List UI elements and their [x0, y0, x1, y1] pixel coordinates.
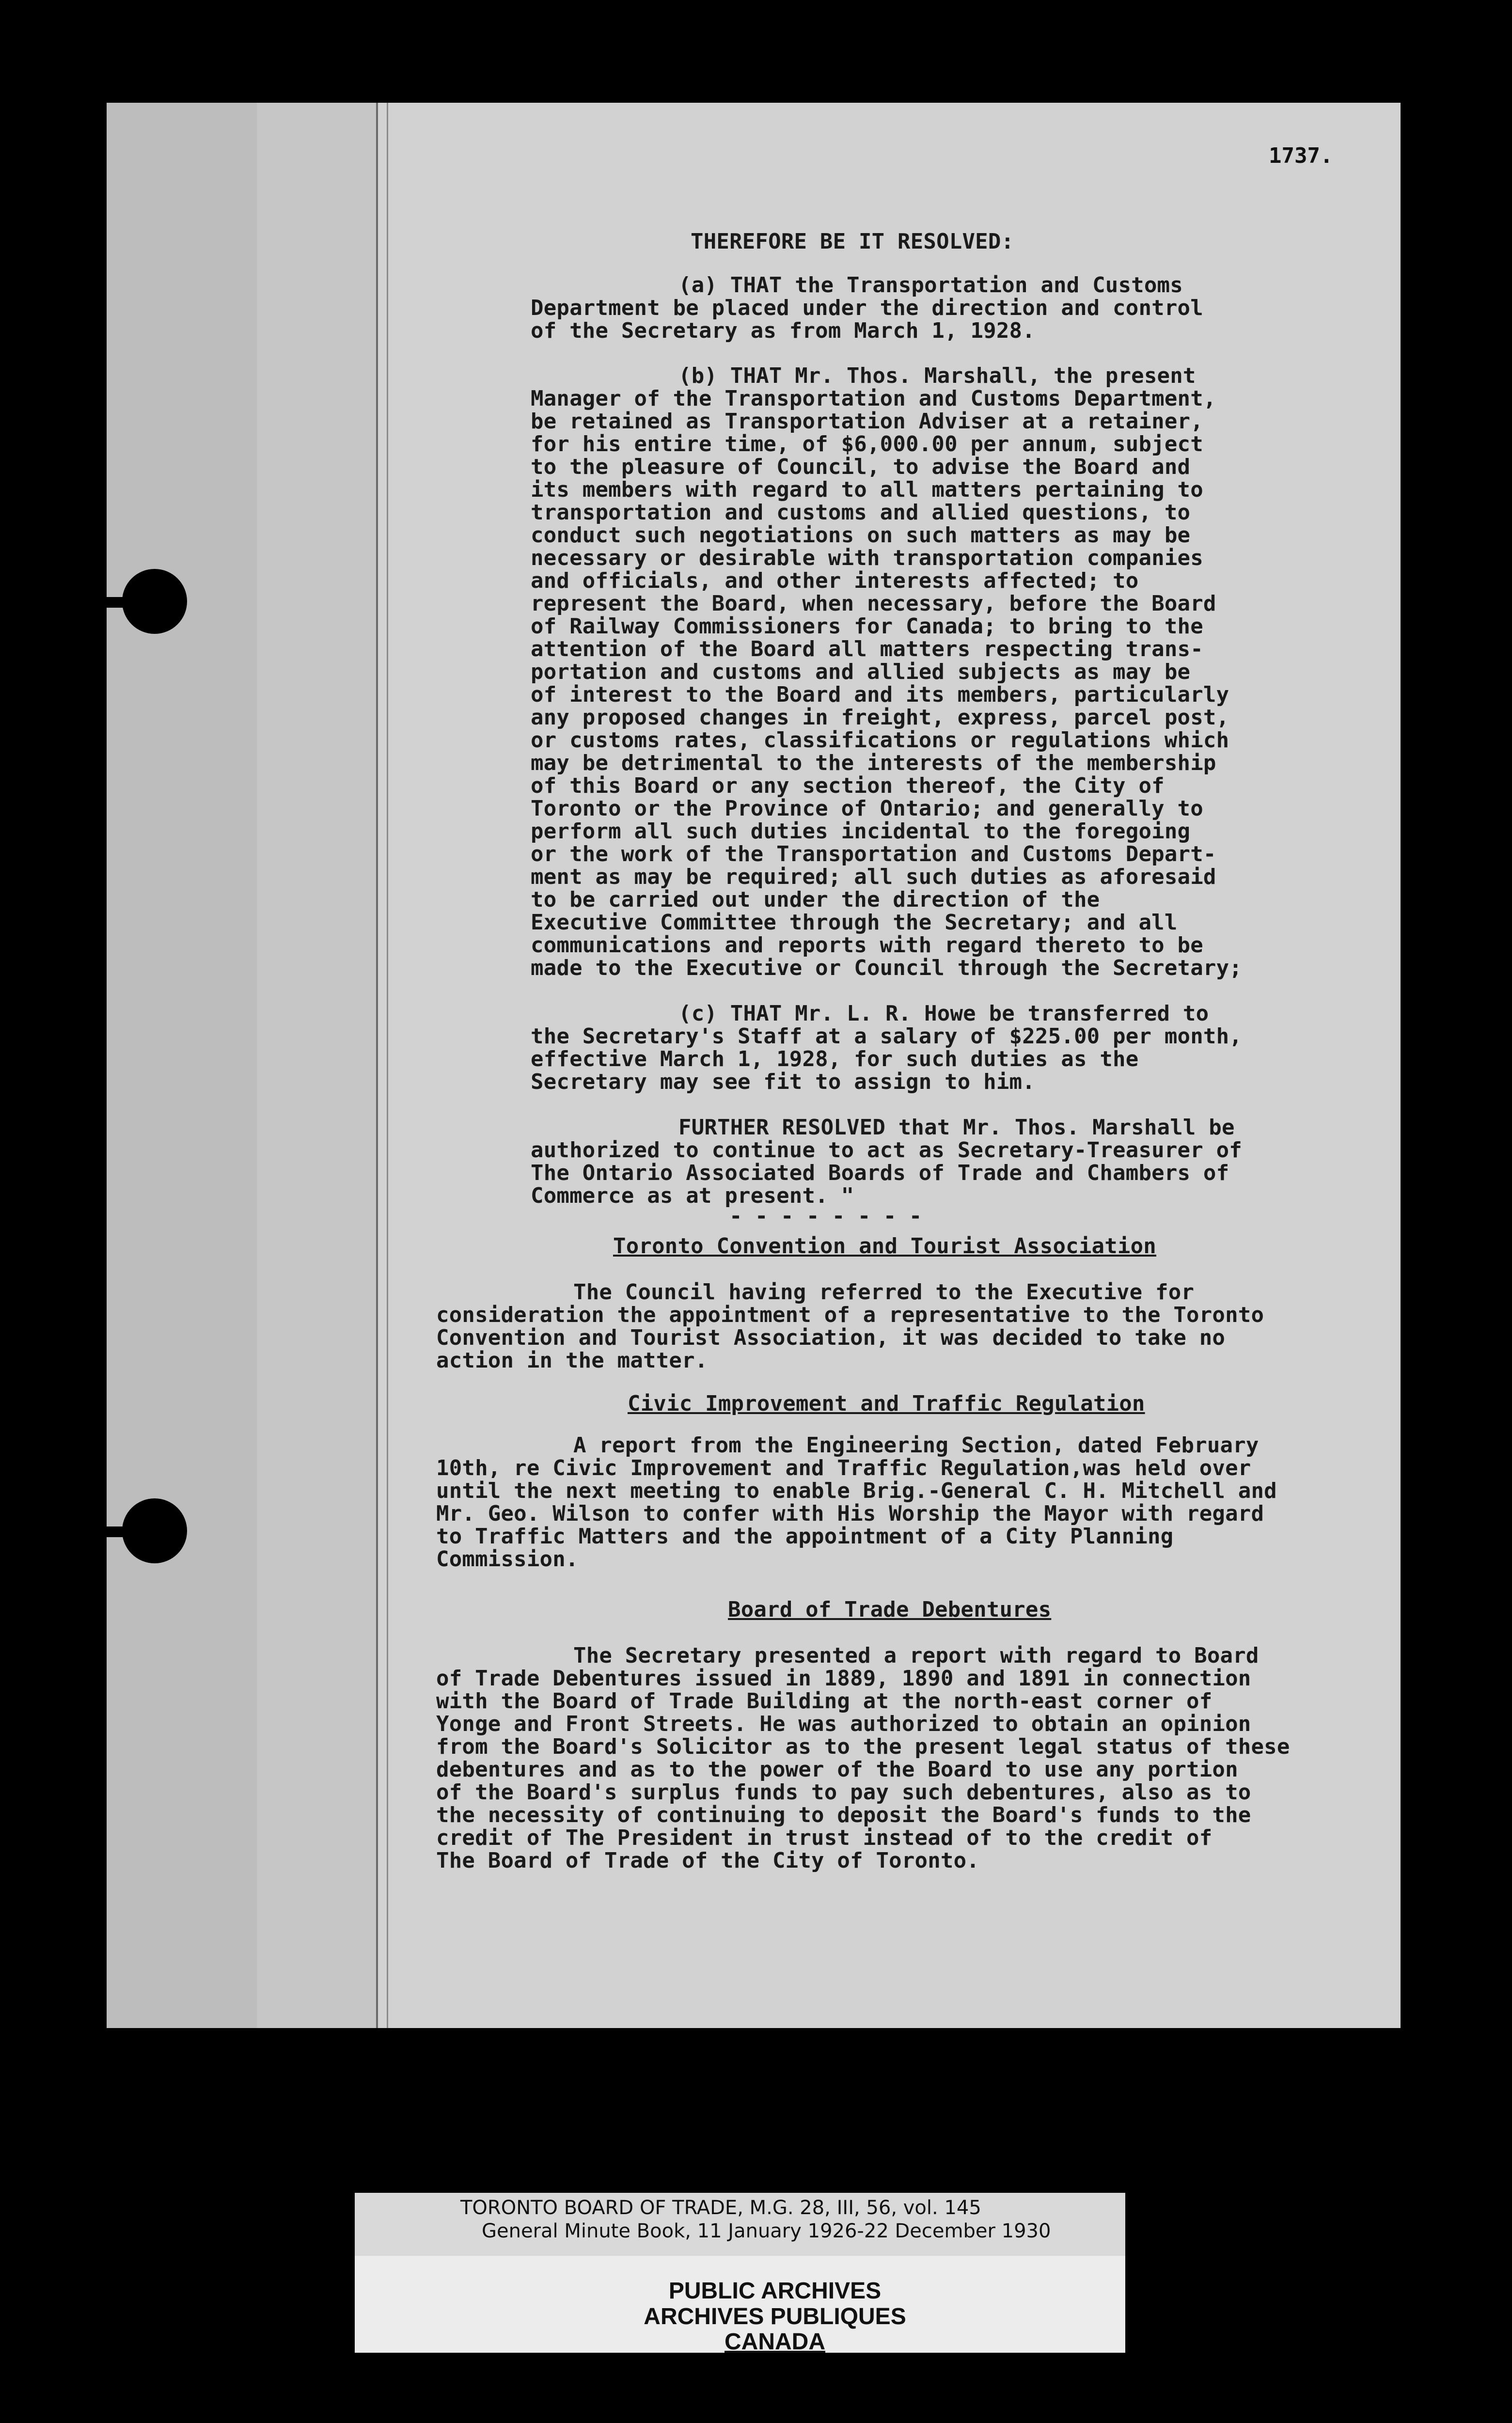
- text-line: Secretary may see fit to assign to him.: [531, 1070, 1035, 1094]
- margin-rule-inner: [387, 103, 388, 2028]
- text-line: (b) THAT Mr. Thos. Marshall, the present: [678, 363, 1196, 388]
- text-line: Executive Committee through the Secretary; and all: [531, 910, 1178, 935]
- text-line: action in the matter.: [436, 1348, 708, 1373]
- text-line: Convention and Tourist Association, it was decided to take no: [436, 1325, 1226, 1350]
- text-line: (c) THAT Mr. L. R. Howe be transferred to: [678, 1001, 1209, 1026]
- text-line: the Secretary's Staff at a salary of $225.00 per month,: [531, 1024, 1242, 1049]
- text-line: credit of The President in trust instead of to the credit of: [436, 1825, 1213, 1850]
- archive-stamp-line2: ARCHIVES PUBLIQUES: [644, 2304, 906, 2329]
- text-line: with the Board of Trade Building at the north-east corner of: [436, 1689, 1213, 1714]
- text-line: portation and customs and allied subjects as may be: [531, 660, 1191, 684]
- section-heading-civic: Civic Improvement and Traffic Regulation: [628, 1391, 1145, 1416]
- text-line: from the Board's Solicitor as to the present legal status of these: [436, 1734, 1290, 1759]
- binder-hole-top: [122, 569, 187, 634]
- archive-stamp-line1: PUBLIC ARCHIVES: [668, 2278, 882, 2304]
- text-line: communications and reports with regard thereto to be: [531, 933, 1203, 958]
- text-line: conduct such negotiations on such matters as may be: [531, 523, 1191, 548]
- text-line: Commission.: [436, 1547, 579, 1572]
- resolution-heading: THEREFORE BE IT RESOLVED:: [691, 229, 1014, 254]
- text-line: made to the Executive or Council through the Secretary;: [531, 956, 1242, 980]
- margin-rule: [376, 103, 378, 2028]
- text-line: be retained as Transportation Adviser at a retainer,: [531, 409, 1203, 434]
- text-line: may be detrimental to the interests of the membership: [531, 751, 1216, 775]
- text-line: or customs rates, classifications or regulations which: [531, 728, 1229, 753]
- text-line: of the Secretary as from March 1, 1928.: [531, 318, 1035, 343]
- text-line: FURTHER RESOLVED that Mr. Thos. Marshall be: [678, 1115, 1235, 1140]
- text-line: The Council having referred to the Executive for: [573, 1280, 1195, 1305]
- text-line: Department be placed under the direction and control: [531, 296, 1203, 320]
- text-line: of the Board's surplus funds to pay such debentures, also as to: [436, 1780, 1251, 1805]
- text-line: The Secretary presented a report with regard to Board: [573, 1643, 1259, 1668]
- text-line: effective March 1, 1928, for such duties as the: [531, 1047, 1139, 1071]
- page-margin-inner-strip: [257, 103, 376, 2028]
- text-line: of this Board or any section thereof, the City of: [531, 773, 1165, 798]
- text-line: Manager of the Transportation and Customs Department,: [531, 386, 1216, 411]
- text-line: attention of the Board all matters respecting trans-: [531, 637, 1203, 661]
- text-line: consideration the appointment of a representative to the Toronto: [436, 1303, 1264, 1327]
- archive-citation-line1: TORONTO BOARD OF TRADE, M.G. 28, III, 56, vol. 145: [460, 2197, 981, 2219]
- section-separator: - - - - - - - -: [729, 1204, 922, 1228]
- text-line: authorized to continue to act as Secretary-Treasurer of: [531, 1138, 1242, 1163]
- text-line: A report from the Engineering Section, dated February: [573, 1433, 1259, 1458]
- text-line: of Trade Debentures issued in 1889, 1890 and 1891 in connection: [436, 1666, 1251, 1691]
- text-line: perform all such duties incidental to the foregoing: [531, 819, 1191, 844]
- section-heading-debentures: Board of Trade Debentures: [728, 1597, 1052, 1622]
- text-line: (a) THAT the Transportation and Customs: [678, 273, 1183, 298]
- text-line: Yonge and Front Streets. He was authorized to obtain an opinion: [436, 1712, 1251, 1736]
- text-line: necessary or desirable with transportation companies: [531, 546, 1203, 570]
- text-line: and officials, and other interests affected; to: [531, 568, 1139, 593]
- text-line: or the work of the Transportation and Customs Depart-: [531, 842, 1216, 866]
- binder-hole-bottom: [122, 1498, 187, 1563]
- archive-stamp-line3: CANADA: [724, 2329, 825, 2355]
- text-line: debentures and as to the power of the Board to use any portion: [436, 1757, 1238, 1782]
- text-line: 10th, re Civic Improvement and Traffic Regulation,was held over: [436, 1456, 1251, 1480]
- text-line: Toronto or the Province of Ontario; and generally to: [531, 796, 1203, 821]
- text-line: its members with regard to all matters pertaining to: [531, 477, 1203, 502]
- section-heading-convention: Toronto Convention and Tourist Association: [613, 1234, 1156, 1259]
- text-line: to Traffic Matters and the appointment of a City Planning: [436, 1524, 1174, 1549]
- text-line: until the next meeting to enable Brig.-General C. H. Mitchell and: [436, 1479, 1277, 1503]
- text-line: to the pleasure of Council, to advise the Board and: [531, 455, 1191, 479]
- text-line: The Board of Trade of the City of Toronto.: [436, 1848, 979, 1873]
- text-line: ment as may be required; all such duties as aforesaid: [531, 865, 1216, 889]
- text-line: Commerce as at present. ": [531, 1183, 854, 1208]
- text-line: to be carried out under the direction of the: [531, 887, 1100, 912]
- text-line: represent the Board, when necessary, before the Board: [531, 591, 1216, 616]
- archive-label: [355, 2193, 1125, 2353]
- text-line: any proposed changes in freight, express, parcel post,: [531, 705, 1229, 730]
- text-line: transportation and customs and allied questions, to: [531, 500, 1191, 525]
- text-line: for his entire time, of $6,000.00 per annum, subject: [531, 432, 1203, 456]
- page-number: 1737.: [1269, 143, 1333, 168]
- text-line: of interest to the Board and its members, particularly: [531, 682, 1229, 707]
- archive-citation-line2: General Minute Book, 11 January 1926-22 December 1930: [482, 2220, 1051, 2242]
- text-line: The Ontario Associated Boards of Trade and Chambers of: [531, 1161, 1229, 1185]
- text-line: the necessity of continuing to deposit the Board's funds to the: [436, 1803, 1251, 1827]
- text-line: of Railway Commissioners for Canada; to bring to the: [531, 614, 1203, 639]
- text-line: Mr. Geo. Wilson to confer with His Worship the Mayor with regard: [436, 1501, 1264, 1526]
